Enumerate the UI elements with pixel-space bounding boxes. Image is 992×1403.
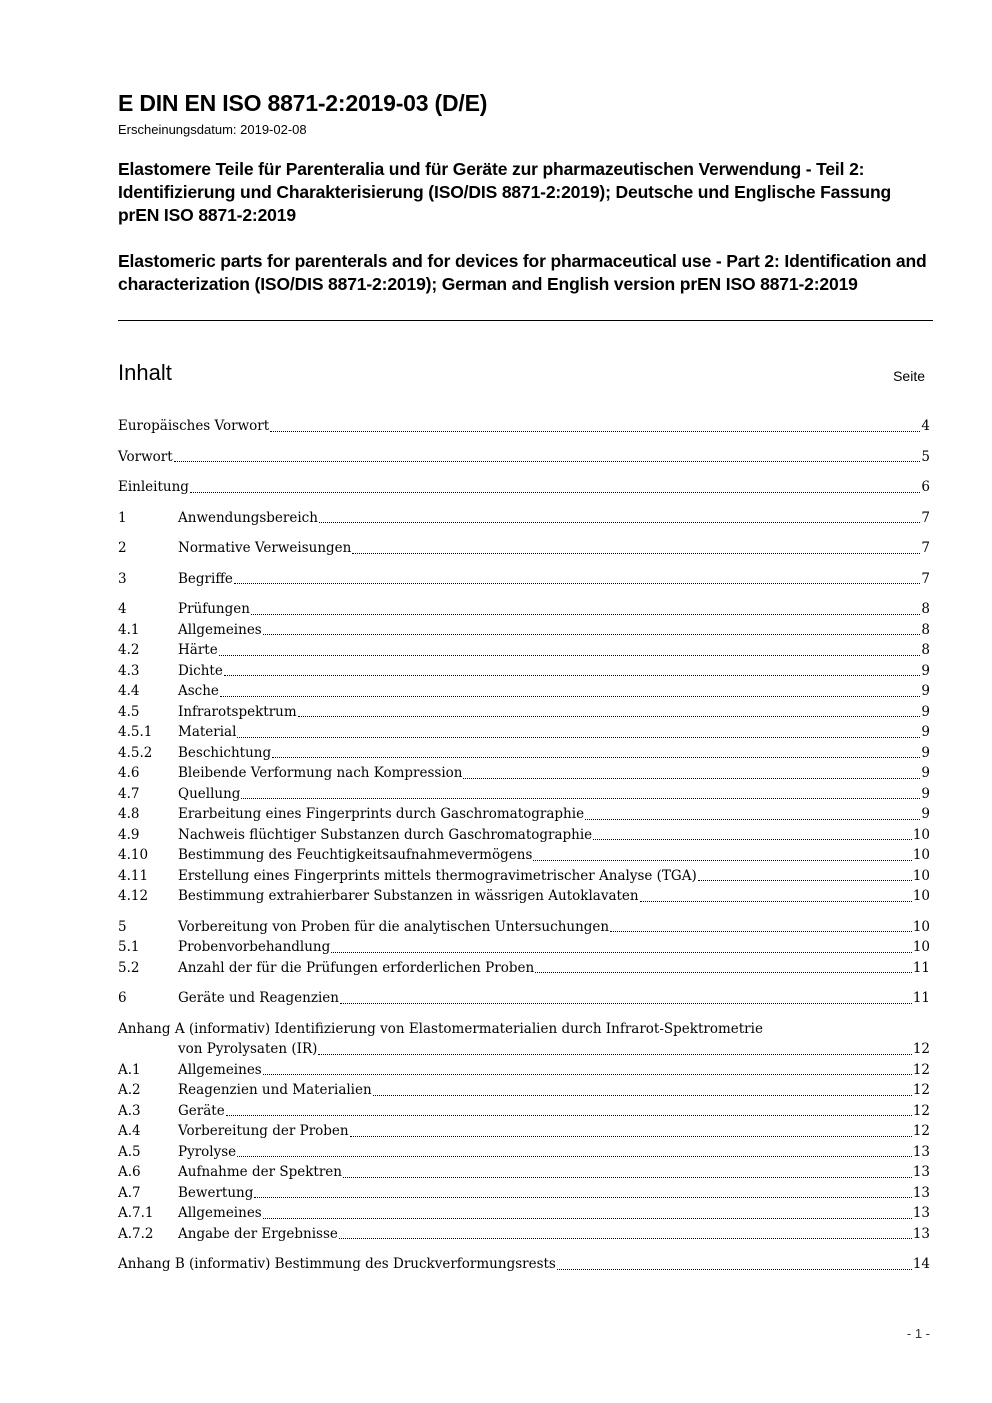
toc-entry-title: Aufnahme der Spektren	[178, 1164, 342, 1180]
dot-leader	[234, 569, 921, 590]
page-number: - 1 -	[906, 1326, 930, 1341]
toc-entry-title: Erstellung eines Fingerprints mittels thermogravimetrischer Analyse (TGA)	[178, 867, 697, 884]
toc-entry-title: Dichte	[178, 662, 223, 679]
toc-entry[interactable]	[118, 477, 930, 498]
dot-leader	[585, 804, 920, 825]
toc-entry-title: Bewertung	[178, 1184, 254, 1201]
toc-entry[interactable]	[118, 825, 930, 846]
toc-entry-number: 5	[118, 918, 127, 935]
toc-entry[interactable]	[118, 640, 930, 661]
toc-entry-title: Allgemeines	[178, 1205, 262, 1221]
toc-entry[interactable]	[118, 1224, 930, 1245]
toc-entry-title: Probenvorbehandlung	[178, 939, 331, 955]
toc-entry-page: 10	[912, 939, 930, 955]
toc-entry[interactable]	[118, 784, 930, 805]
dot-leader	[640, 886, 912, 907]
toc-entry-number: 6	[118, 990, 127, 1006]
toc-entry-number: A.5	[118, 1143, 141, 1160]
dot-leader	[533, 845, 911, 866]
toc-entry[interactable]	[118, 569, 930, 590]
toc-entry[interactable]	[118, 508, 930, 529]
dot-leader	[318, 1039, 911, 1060]
toc-entry[interactable]	[118, 1254, 930, 1275]
toc-entry-title: Anhang A (informativ) Identifizierung von Elastomermaterialien durch Infrarot-Spektrometrie	[118, 1020, 763, 1037]
toc-entry[interactable]	[118, 958, 930, 979]
dot-leader	[237, 722, 920, 743]
toc-entry-page: 13	[912, 1205, 930, 1221]
toc-entry-title: Anzahl der für die Prüfungen erforderlichen Proben	[178, 959, 535, 976]
toc-entry-number: A.4	[118, 1123, 141, 1139]
toc-entry[interactable]	[118, 661, 930, 682]
toc-entry-number: 4.1	[118, 621, 140, 638]
toc-entry-number: A.7.2	[118, 1225, 154, 1242]
toc-entry-page: 13	[912, 1184, 930, 1201]
toc-entry-number: 5.2	[118, 959, 140, 976]
toc-entry-title: Europäisches Vorwort	[118, 418, 270, 434]
toc-entry-number: A.3	[118, 1102, 141, 1119]
toc-entry-page: 6	[921, 479, 930, 495]
dot-leader	[219, 640, 921, 661]
toc-entry-number: A.6	[118, 1164, 141, 1180]
title-english: Elastomeric parts for parenterals and for devices for pharmaceutical use - Part 2: Identification and characterization (ISO/DIS 8871-2:2019); German and English version prEN ISO 8871-2:2019	[118, 251, 927, 294]
dot-leader	[263, 1060, 912, 1081]
dot-leader	[319, 508, 920, 529]
dot-leader	[270, 416, 920, 437]
toc-entry-title: Angabe der Ergebnisse	[178, 1225, 338, 1242]
toc-entry-page: 9	[921, 765, 930, 781]
toc-entry-title: Asche	[178, 683, 219, 699]
toc-entry-page: 13	[912, 1164, 930, 1180]
toc-entry-title-continued: von Pyrolysaten (IR)	[178, 1041, 318, 1057]
toc-entry-title: Anhang B (informativ) Bestimmung des Druckverformungsrests	[118, 1256, 556, 1272]
toc-entry-page: 5	[921, 448, 930, 465]
table-of-contents	[118, 416, 930, 1275]
toc-entry-title: Geräte und Reagenzien	[178, 990, 339, 1006]
dot-leader	[373, 1080, 912, 1101]
toc-entry[interactable]	[118, 1080, 930, 1101]
dot-leader	[220, 681, 920, 702]
toc-entry-number: A.1	[118, 1061, 141, 1078]
dot-leader	[339, 1224, 912, 1245]
toc-entry[interactable]	[118, 1203, 930, 1224]
toc-entry[interactable]	[118, 1183, 930, 1204]
toc-entry[interactable]	[118, 1019, 930, 1060]
toc-entry[interactable]	[118, 743, 930, 764]
toc-entry[interactable]	[118, 804, 930, 825]
toc-entry-number: 4.3	[118, 662, 140, 679]
toc-entry[interactable]	[118, 988, 930, 1009]
toc-entry-page: 9	[921, 703, 930, 720]
toc-entry-title: Normative Verweisungen	[178, 540, 352, 556]
toc-entry-page: 9	[921, 724, 930, 740]
dot-leader	[331, 937, 912, 958]
dot-leader	[251, 599, 920, 620]
toc-entry[interactable]	[118, 1121, 930, 1142]
toc-entry[interactable]	[118, 722, 930, 743]
toc-entry-page: 11	[912, 959, 930, 976]
toc-entry-number: 2	[118, 540, 127, 556]
toc-entry-number: 4.9	[118, 826, 140, 843]
document-id: E DIN EN ISO 8871-2:2019-03 (D/E)	[118, 90, 488, 116]
toc-entry-title: Prüfungen	[178, 601, 250, 617]
toc-entry-number: 4.5.2	[118, 744, 153, 761]
toc-entry[interactable]	[118, 538, 930, 559]
toc-entry-title: Pyrolyse	[178, 1143, 237, 1160]
toc-entry-title: Bestimmung extrahierbarer Substanzen in wässrigen Autoklavaten	[178, 888, 639, 904]
toc-entry-title: Quellung	[178, 785, 241, 802]
toc-entry-title: Beschichtung	[178, 744, 272, 761]
toc-entry-title: Reagenzien und Materialien	[178, 1082, 372, 1098]
dot-leader	[263, 1203, 912, 1224]
dot-leader	[463, 763, 920, 784]
toc-entry-page: 10	[912, 918, 930, 935]
dot-leader	[610, 917, 912, 938]
toc-entry[interactable]	[118, 1162, 930, 1183]
toc-entry-title: Geräte	[178, 1102, 225, 1119]
dot-leader	[241, 784, 920, 805]
toc-entry-number: 4.5	[118, 703, 140, 720]
toc-entry-number: 4.11	[118, 867, 149, 884]
toc-entry[interactable]	[118, 447, 930, 468]
toc-heading: Inhalt	[118, 360, 172, 385]
toc-entry-page: 8	[921, 621, 930, 638]
toc-entry-number: 3	[118, 570, 127, 587]
toc-entry-page: 7	[921, 540, 930, 556]
toc-entry-page: 9	[921, 806, 930, 822]
toc-entry-title: Härte	[178, 642, 218, 658]
toc-entry-number: 1	[118, 509, 127, 526]
toc-entry-number: A.7	[118, 1184, 141, 1201]
toc-entry-page: 12	[912, 1123, 930, 1139]
toc-entry[interactable]	[118, 1101, 930, 1122]
toc-entry[interactable]	[118, 866, 930, 887]
toc-entry-page: 12	[912, 1061, 930, 1078]
dot-leader	[298, 702, 921, 723]
toc-entry-title: Bestimmung des Feuchtigkeitsaufnahmevermögens	[178, 847, 533, 863]
toc-entry-title: Begriffe	[178, 570, 233, 587]
toc-entry[interactable]	[118, 937, 930, 958]
toc-entry[interactable]	[118, 917, 930, 938]
dot-leader	[254, 1183, 911, 1204]
toc-entry-number: 4.8	[118, 806, 140, 822]
dot-leader	[343, 1162, 912, 1183]
toc-entry-title: Vorwort	[118, 448, 173, 465]
title-german: Elastomere Teile für Parenteralia und für Geräte zur pharmazeutischen Verwendung - Teil 2: Identifizierung und Charakterisierung (ISO/DIS 8871-2:2019); Deutsche und Englische Fassung prEN ISO 8871-2:2019	[118, 159, 892, 225]
toc-entry-title: Allgemeines	[178, 621, 262, 638]
toc-entry-title: Vorbereitung von Proben für die analytischen Untersuchungen	[178, 918, 610, 935]
toc-entry-page: 10	[912, 867, 930, 884]
title-divider	[118, 320, 933, 321]
toc-entry-number: 4.7	[118, 785, 140, 802]
toc-page-label: Seite	[893, 368, 925, 384]
toc-entry-page: 9	[921, 785, 930, 802]
toc-entry[interactable]	[118, 845, 930, 866]
toc-entry-page: 13	[912, 1143, 930, 1160]
toc-entry-number: 4.6	[118, 765, 140, 781]
toc-entry-title: Vorbereitung der Proben	[178, 1123, 349, 1139]
toc-entry-page: 11	[912, 990, 930, 1006]
toc-entry[interactable]	[118, 763, 930, 784]
toc-entry[interactable]	[118, 1142, 930, 1163]
toc-entry-page: 7	[921, 570, 930, 587]
toc-entry-number: A.2	[118, 1082, 141, 1098]
toc-entry-page: 10	[912, 826, 930, 843]
dot-leader	[224, 661, 921, 682]
dot-leader	[340, 988, 912, 1009]
dot-leader	[263, 620, 921, 641]
toc-entry-page: 8	[921, 642, 930, 658]
toc-entry-title: Material	[178, 724, 237, 740]
toc-entry-page: 9	[921, 662, 930, 679]
toc-entry-page: 4	[921, 418, 930, 434]
toc-entry-number: 4.4	[118, 683, 140, 699]
toc-entry-page: 10	[912, 888, 930, 904]
dot-leader	[535, 958, 912, 979]
toc-entry-page: 9	[921, 744, 930, 761]
toc-entry[interactable]	[118, 1060, 930, 1081]
toc-entry-number: 4.12	[118, 888, 149, 904]
toc-entry[interactable]	[118, 599, 930, 620]
toc-entry-number: 5.1	[118, 939, 140, 955]
dot-leader	[350, 1121, 912, 1142]
toc-entry-page: 9	[921, 683, 930, 699]
toc-entry[interactable]	[118, 681, 930, 702]
toc-entry-page: 13	[912, 1225, 930, 1242]
toc-entry-title: Allgemeines	[178, 1061, 262, 1078]
toc-entry-title: Anwendungsbereich	[178, 509, 318, 526]
toc-entry-title: Erarbeitung eines Fingerprints durch Gaschromatographie	[178, 806, 585, 822]
publication-date: Erscheinungsdatum: 2019-02-08	[118, 122, 307, 137]
toc-entry-page: 12	[912, 1102, 930, 1119]
toc-entry-number: 4	[118, 601, 127, 617]
toc-entry[interactable]	[118, 416, 930, 437]
dot-leader	[557, 1254, 912, 1275]
toc-entry-number: 4.5.1	[118, 724, 153, 740]
toc-entry-number: 4.2	[118, 642, 140, 658]
toc-entry-number: 4.10	[118, 847, 149, 863]
dot-leader	[237, 1142, 912, 1163]
toc-entry-page: 8	[921, 601, 930, 617]
dot-leader	[593, 825, 912, 846]
toc-entry-title: Einleitung	[118, 479, 189, 495]
toc-entry-page: 12	[912, 1041, 930, 1057]
toc-entry-title: Infrarotspektrum	[178, 703, 297, 720]
toc-entry-number: A.7.1	[118, 1205, 154, 1221]
toc-entry-page: 14	[912, 1256, 930, 1272]
toc-entry[interactable]	[118, 702, 930, 723]
toc-entry-page: 7	[921, 509, 930, 526]
dot-leader	[272, 743, 920, 764]
toc-entry-title: Bleibende Verformung nach Kompression	[178, 765, 463, 781]
dot-leader	[190, 477, 920, 498]
dot-leader	[174, 447, 921, 468]
toc-entry-page: 10	[912, 847, 930, 863]
dot-leader	[352, 538, 920, 559]
dot-leader	[226, 1101, 912, 1122]
toc-entry-page: 12	[912, 1082, 930, 1098]
toc-entry[interactable]	[118, 620, 930, 641]
dot-leader	[698, 866, 912, 887]
toc-entry-title: Nachweis flüchtiger Substanzen durch Gaschromatographie	[178, 826, 593, 843]
toc-entry[interactable]	[118, 886, 930, 907]
